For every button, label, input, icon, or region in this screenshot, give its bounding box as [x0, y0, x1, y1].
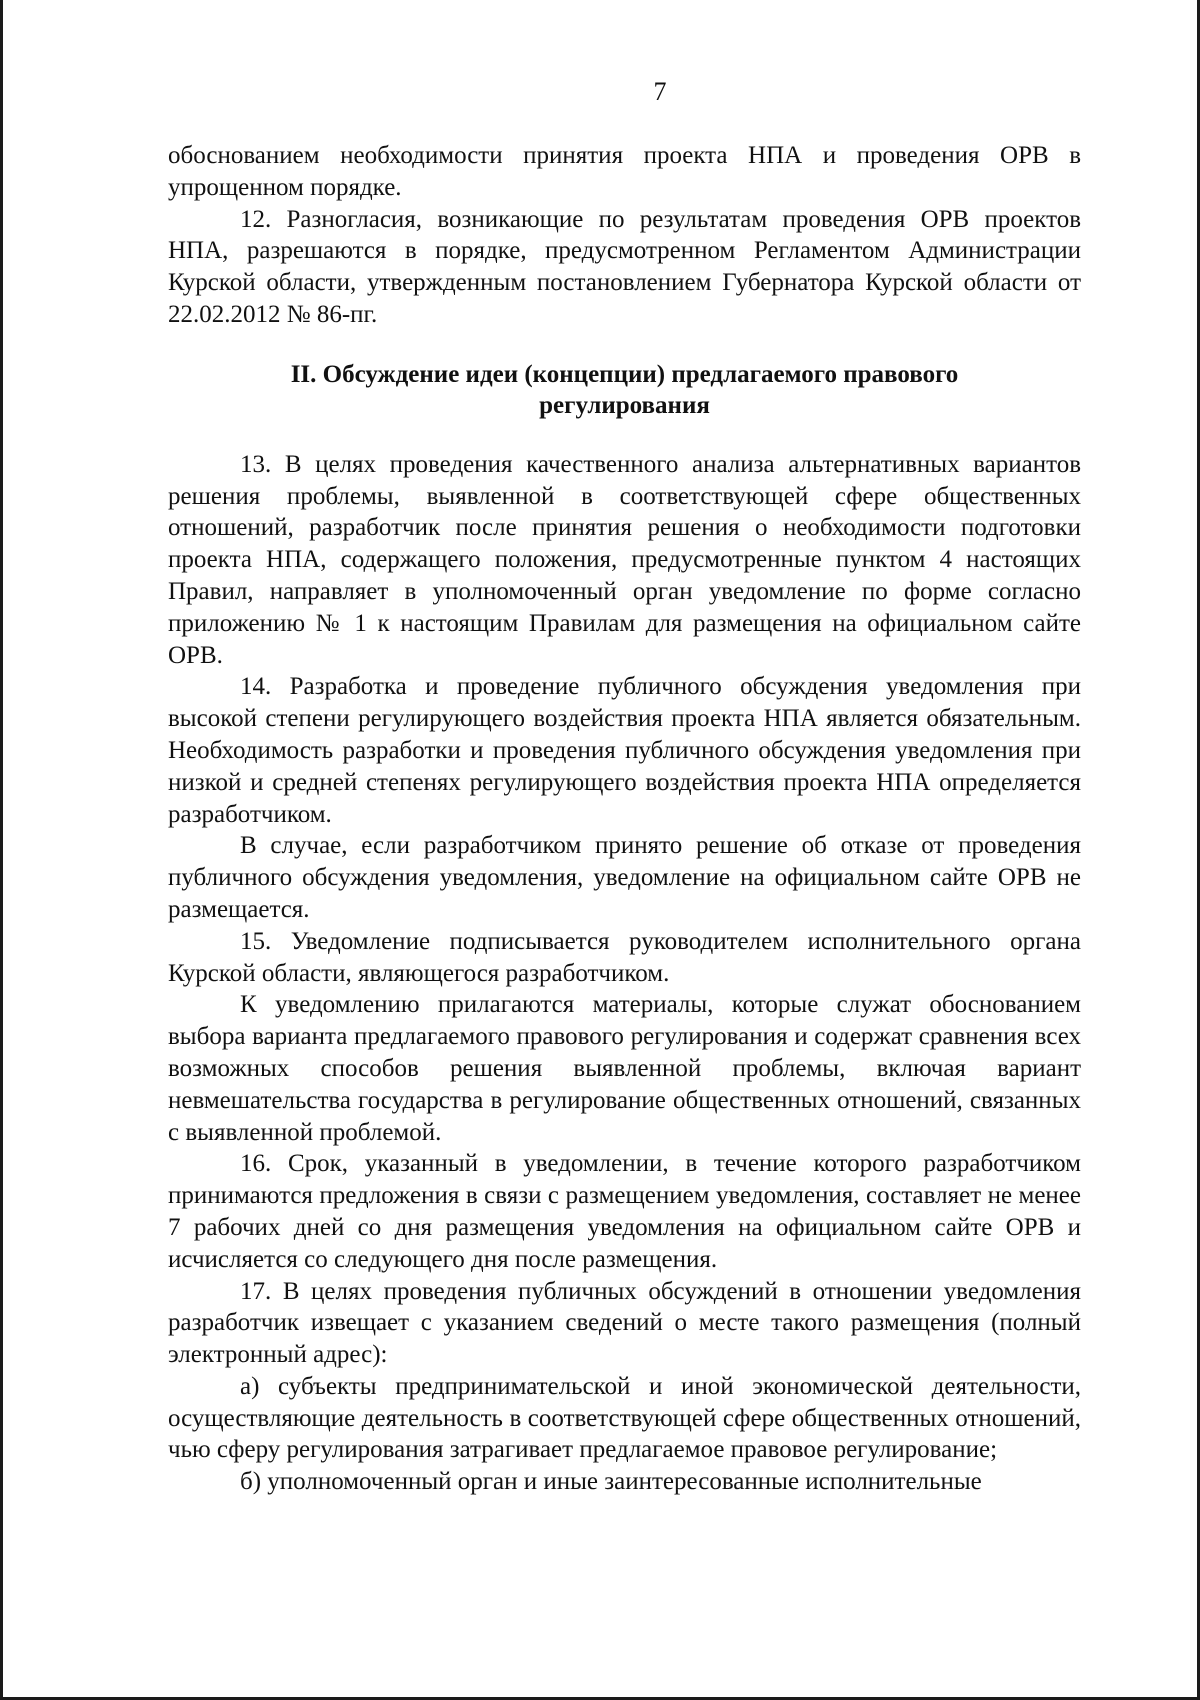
paragraph-17: 17. В целях проведения публичных обсуждений в отношении уведомления разработчик извещает с указанием сведений о месте такого размещения (полный электронный адрес):: [168, 1277, 1081, 1369]
paragraph-13: 13. В целях проведения качественного анализа альтернативных вариантов решения проблемы, выявленной в соответствующей сфере общественных отношений, разработчик после принятия решения о необходимости подготовки проекта НПА, содержащего положения, предусмотренные пунктом 4 настоящих Правил, направляет в уполномоченный орган уведомление по форме согласно приложению № 1 к настоящим Правилам для размещения на официальном сайте ОРВ.: [168, 450, 1081, 669]
paragraph-15: 15. Уведомление подписывается руководителем исполнительного органа Курской области, являющегося разработчиком.: [168, 927, 1081, 987]
scan-left-border: [0, 0, 3, 1700]
list-item-b: б) уполномоченный орган и иные заинтересованные исполнительные: [240, 1468, 982, 1496]
document-body: [168, 140, 1081, 1498]
list-item-a: а) субъекты предпринимательской и иной экономической деятельности, осуществляющие деятельность в соответствующей сфере общественных отношений, чью сферу регулирования затрагивает предлагаемое правовое регулирование;: [168, 1372, 1081, 1464]
paragraph-15-continued: К уведомлению прилагаются материалы, которые служат обоснованием выбора варианта предлагаемого правового регулирования и содержат сравнения всех возможных способов решения выявленной проблемы, включая вариант невмешательства государства в регулирование общественных отношений, связанных с выявленной проблемой.: [168, 991, 1081, 1146]
paragraph-continuation: обоснованием необходимости принятия проекта НПА и проведения ОРВ в упрощенном порядке.: [168, 142, 1081, 201]
paragraph-14-continued: В случае, если разработчиком принято решение об отказе от проведения публичного обсуждения уведомления, уведомление на официальном сайте ОРВ не размещается.: [168, 832, 1081, 923]
paragraph-14: 14. Разработка и проведение публичного обсуждения уведомления при высокой степени регулирующего воздействия проекта НПА является обязательным. Необходимость разработки и проведения публичного обсуждения уведомления при низкой и средней степенях регулирующего воздействия проекта НПА определяется разработчиком.: [168, 673, 1081, 828]
section-heading: II. Обсуждение идеи (концепции) предлагаемого правового регулирования: [290, 360, 959, 419]
page-number: 7: [653, 77, 667, 106]
paragraph-12: 12. Разногласия, возникающие по результатам проведения ОРВ проектов НПА, разрешаются в порядке, предусмотренном Регламентом Администрации Курской области, утвержденным постановлением Губернатора Курской области от 22.02.2012 № 86-пг.: [168, 205, 1081, 328]
paragraph-16: 16. Срок, указанный в уведомлении, в течение которого разработчиком принимаются предложения в связи с размещением уведомления, составляет не менее 7 рабочих дней со дня размещения уведомления на официальном сайте ОРВ и исчисляется со следующего дня после размещения.: [168, 1150, 1081, 1273]
